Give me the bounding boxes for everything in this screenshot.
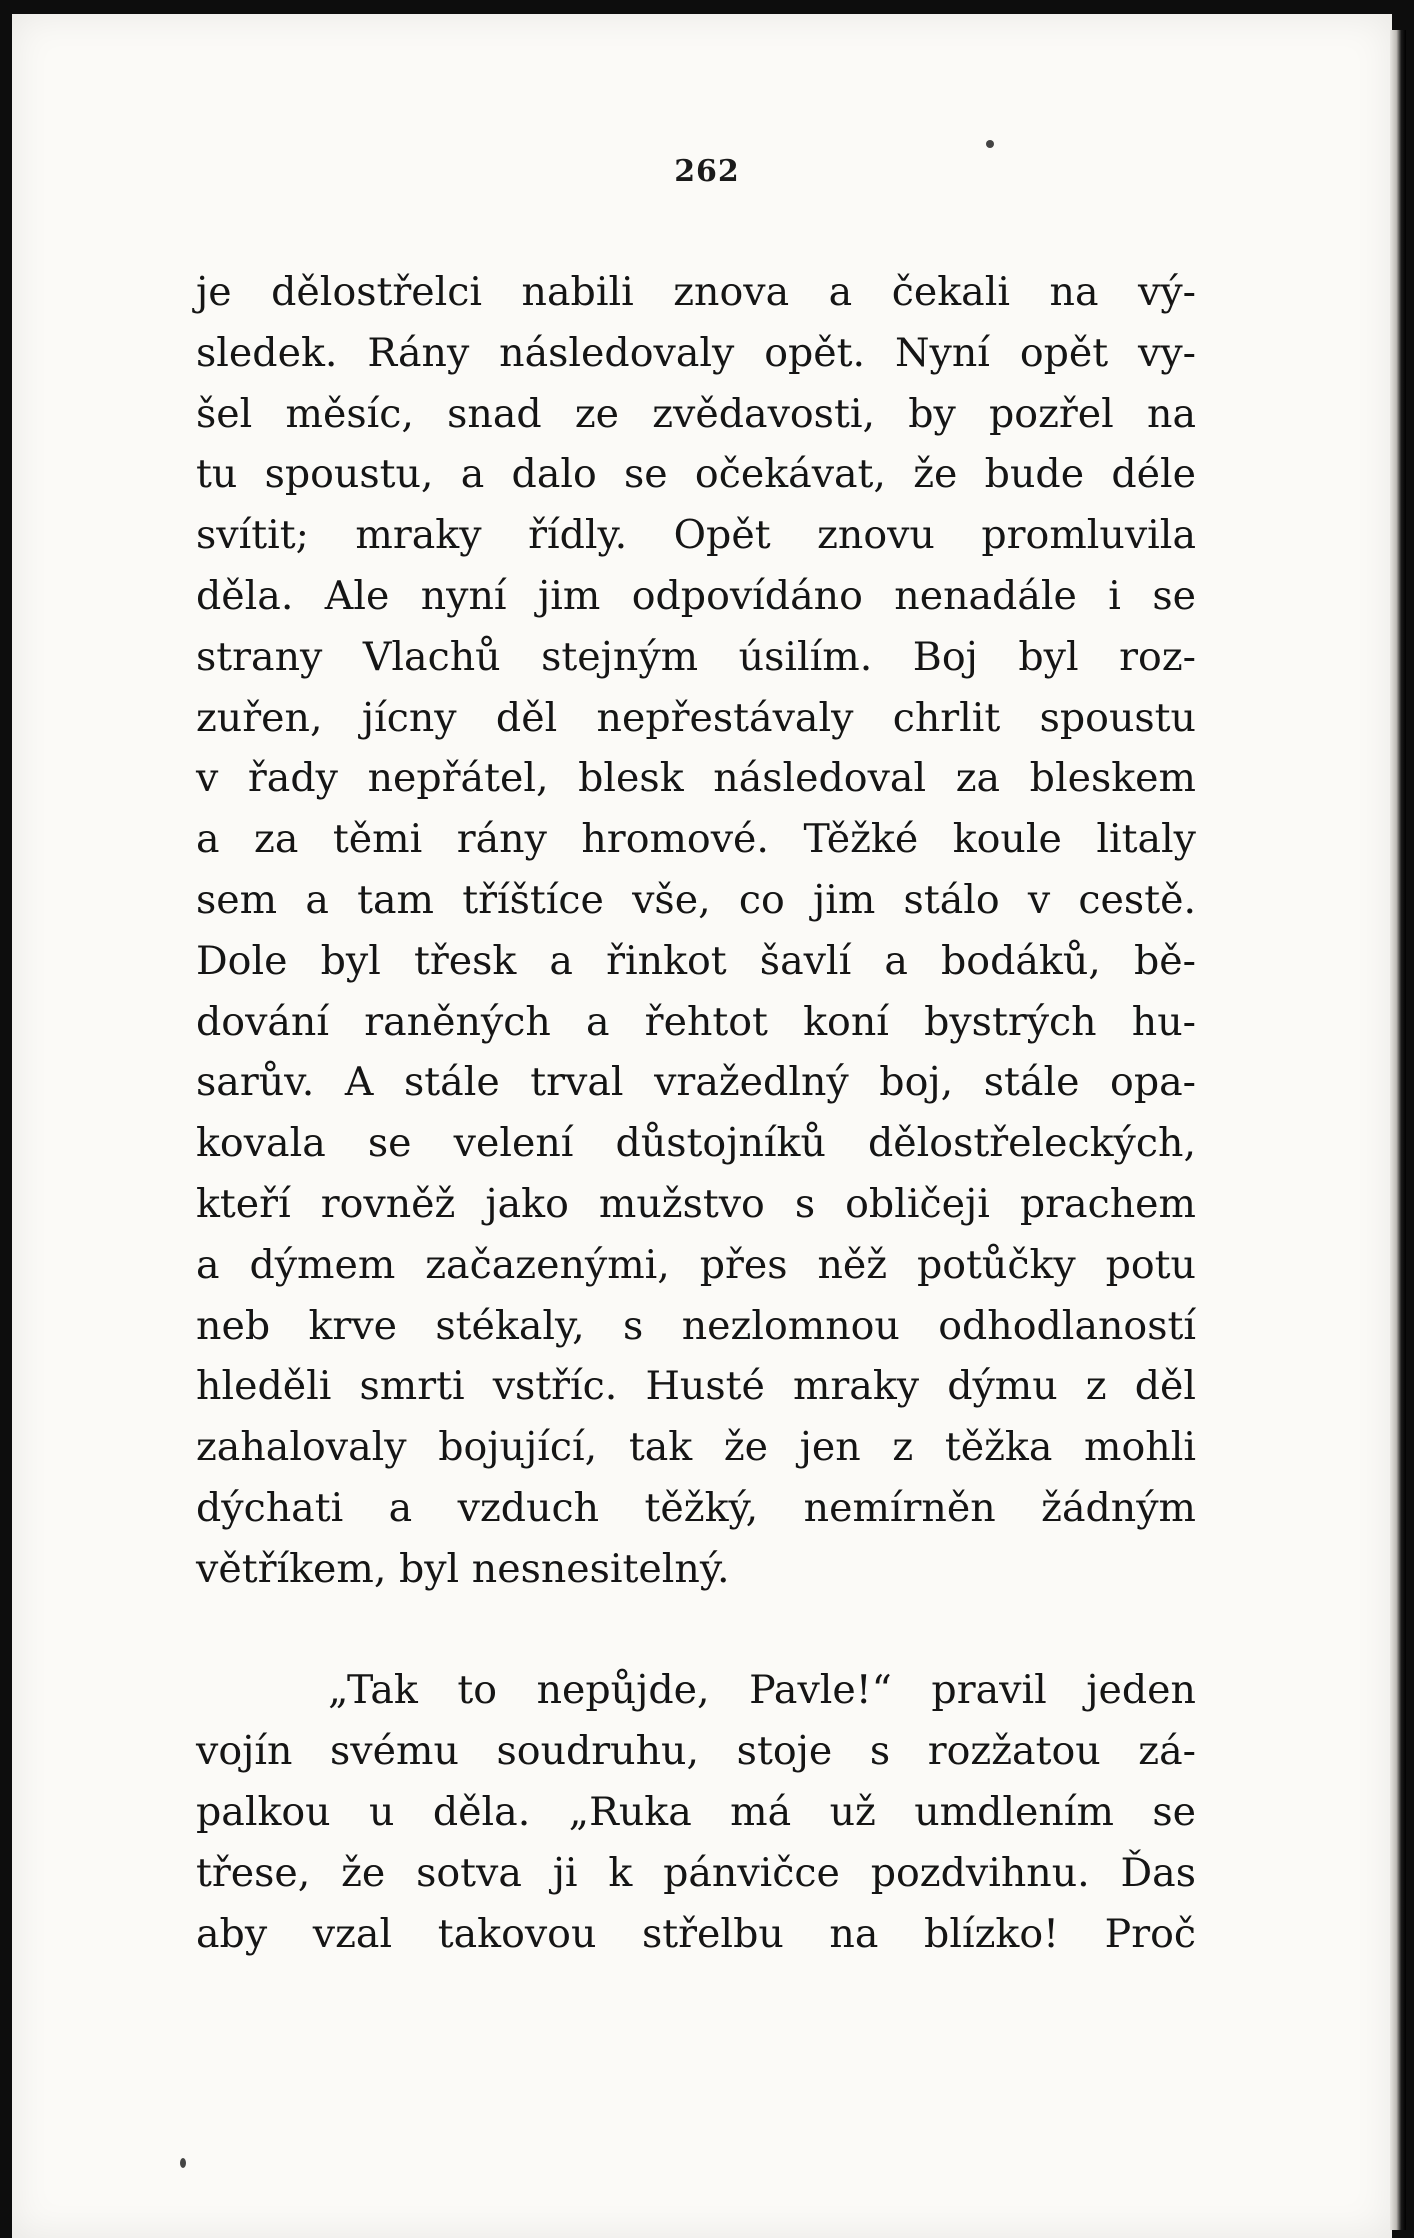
text-line: větříkem, byl nesnesitelný.: [196, 1545, 730, 1592]
text-line: sledek. Rány následovaly opět. Nyní opět vy-: [196, 329, 1196, 376]
text-line: zahalovaly bojující, tak že jen z těžka mohli: [196, 1424, 1196, 1471]
text-line: svítit; mraky řídly. Opět znovu promluvila: [196, 512, 1196, 559]
text-line: strany Vlachů stejným úsilím. Boj byl roz-: [196, 633, 1196, 680]
ink-speck: [986, 140, 994, 148]
text-line: třese, že sotva ji k pánvičce pozdvihnu. Ďas: [196, 1849, 1196, 1896]
text-line: děla. Ale nyní jim odpovídáno nenadále i se: [196, 572, 1196, 619]
text-line: kteří rovněž jako mužstvo s obličeji prachem: [196, 1180, 1196, 1227]
text-line: Dole byl třesk a řinkot šavlí a bodáků, bě-: [196, 937, 1196, 984]
text-line: tu spoustu, a dalo se očekávat, že bude déle: [196, 451, 1196, 498]
text-line: v řady nepřátel, blesk následoval za bleskem: [196, 755, 1196, 802]
text-line: sarův. A stále trval vražedlný boj, stále opa-: [196, 1059, 1196, 1106]
ink-speck: [180, 2158, 186, 2168]
paragraph-gap: [196, 1600, 1196, 1661]
text-line: dýchati a vzduch těžký, nemírněn žádným: [196, 1484, 1196, 1531]
text-line: „Tak to nepůjde, Pavle!“ pravil jeden: [328, 1667, 1196, 1714]
text-line: a dýmem začazenými, přes něž potůčky potu: [196, 1241, 1196, 1288]
text-line: vojín svému soudruhu, stoje s rozžatou zá-: [196, 1728, 1196, 1775]
text-line: zuřen, jícny děl nepřestávaly chrlit spoustu: [196, 694, 1196, 741]
text-line: a za těmi rány hromové. Těžké koule litaly: [196, 816, 1196, 863]
text-line: šel měsíc, snad ze zvědavosti, by pozřel na: [196, 390, 1196, 437]
page-text: [196, 262, 1196, 1964]
text-line: je dělostřelci nabili znova a čekali na vý-: [196, 269, 1196, 315]
page-edge: [1390, 30, 1406, 2230]
text-line: hleděli smrti vstříc. Husté mraky dýmu z děl: [196, 1363, 1196, 1410]
text-line: palkou u děla. „Ruka má už umdlením se: [196, 1788, 1196, 1835]
text-line: kovala se velení důstojníků dělostřeleckých,: [196, 1120, 1196, 1167]
text-line: aby vzal takovou střelbu na blízko! Proč: [196, 1910, 1196, 1957]
text-line: dování raněných a řehtot koní bystrých hu-: [196, 998, 1196, 1045]
page-number: 262: [674, 154, 740, 189]
text-line: neb krve stékaly, s nezlomnou odhodlaností: [196, 1302, 1196, 1349]
text-line: sem a tam tříštíce vše, co jim stálo v cestě.: [196, 876, 1196, 923]
